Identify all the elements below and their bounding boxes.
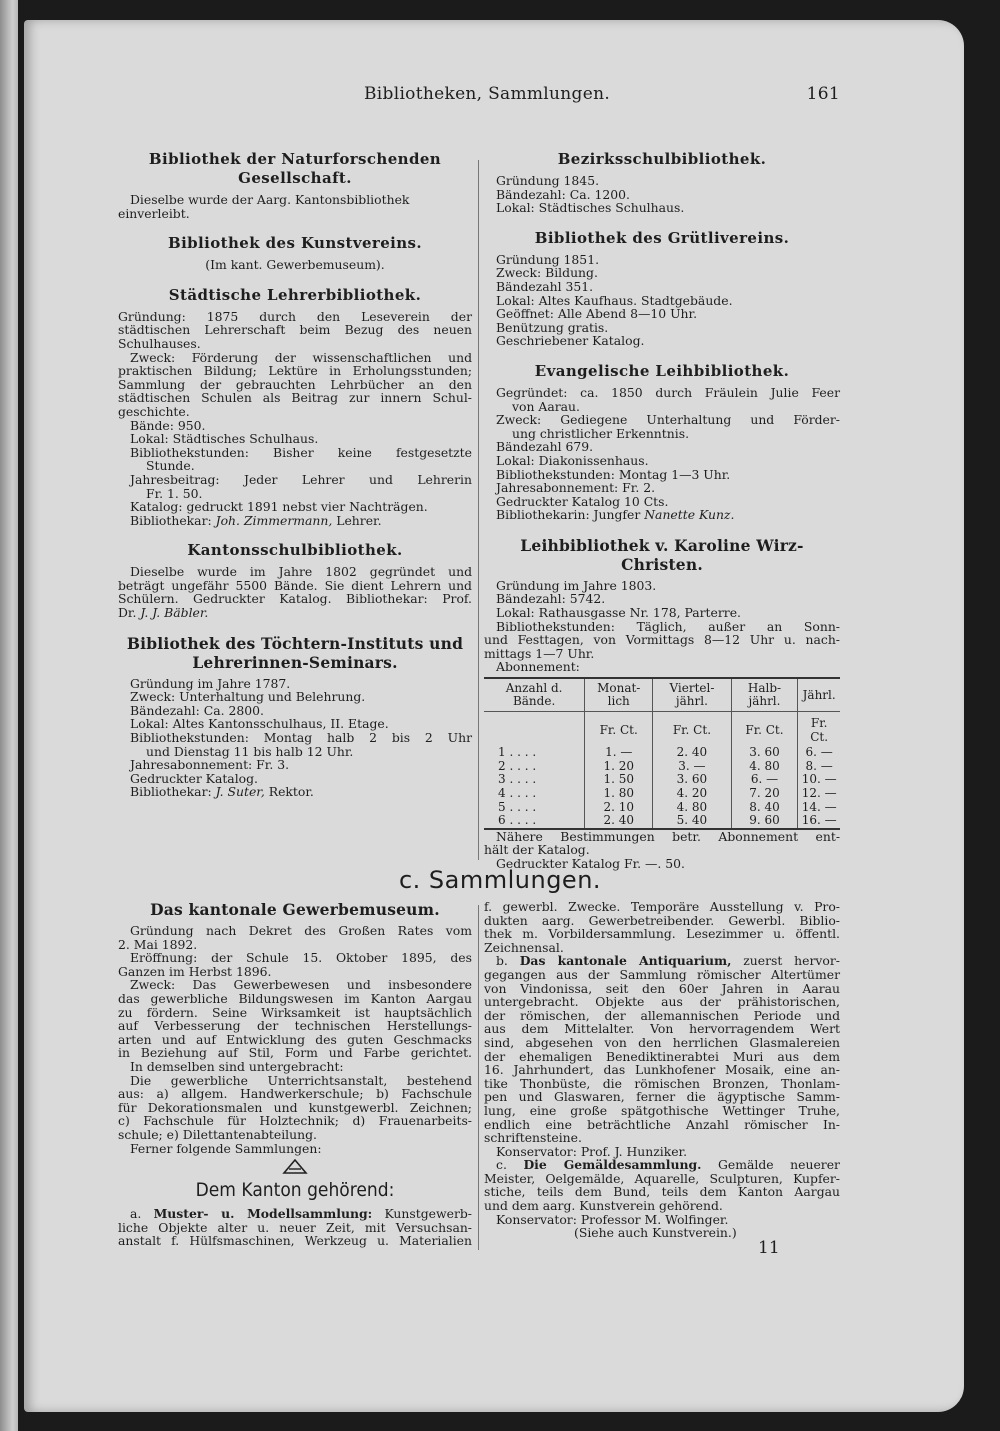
table-header: Monat-lich bbox=[585, 678, 653, 712]
table-cell: 5. 40 bbox=[653, 814, 731, 829]
table-header: Halb-jährl. bbox=[731, 678, 798, 712]
table-cell: 3. 60 bbox=[653, 773, 731, 787]
table-cell: 3 . . . . bbox=[498, 772, 537, 787]
table-cell: 2. 10 bbox=[585, 801, 653, 815]
item-c-line bbox=[484, 1158, 840, 1172]
text-line: lung, eine große spätgothische Wettinger Truhe, bbox=[484, 1102, 840, 1118]
table-cell: 1. 80 bbox=[585, 787, 653, 801]
librarian-line bbox=[484, 508, 840, 522]
running-header bbox=[340, 84, 840, 108]
librarian-label: Bibliothekar: bbox=[130, 784, 212, 800]
text-line: Schülern. Gedruckter Katalog. Bibliothekar: Prof. bbox=[118, 591, 472, 607]
text-line: aus dem Mittelalter. Von hervorragendem Wert bbox=[484, 1021, 840, 1037]
librarian-line bbox=[118, 785, 472, 799]
text-line: Bändezahl: 5742. bbox=[496, 591, 606, 607]
text-line: Bändezahl: Ca. 2800. bbox=[130, 702, 264, 718]
text-line: Zweck: Unterhaltung und Belehrung. bbox=[130, 689, 366, 705]
table-cell: 7. 20 bbox=[731, 787, 798, 801]
table-cell: 4. 80 bbox=[653, 801, 731, 815]
item-title: Muster- u. Modellsammlung: bbox=[153, 1206, 373, 1222]
table-cell: 8. — bbox=[798, 760, 840, 774]
text-line: Meister, Oelgemälde, Aquarelle, Sculpturen, Kupfer- bbox=[484, 1170, 840, 1186]
page-number: 161 bbox=[806, 84, 840, 104]
item-prefix: b. bbox=[496, 953, 508, 969]
heading-line: Gesellschaft. bbox=[238, 169, 352, 187]
table-cell: 2 . . . . bbox=[498, 758, 537, 773]
text-line: für Dekorationsmalen und kunstgewerbl. Zeichnen; bbox=[118, 1099, 472, 1115]
text-line: Gründung: 1875 durch den Leseverein der bbox=[118, 308, 472, 324]
table-cell: 6. — bbox=[731, 773, 798, 787]
table-row bbox=[484, 773, 840, 787]
text-line: praktischen Bildung; Lektüre in Erholungsstunden; bbox=[118, 363, 472, 379]
text-line: Bändezahl 351. bbox=[496, 278, 594, 294]
table-cell: 1. — bbox=[585, 746, 653, 760]
text-line: beträgt ungefähr 5500 Bände. Sie dient Lehrern und bbox=[118, 577, 472, 593]
text-line: Gedruckter Katalog. bbox=[130, 770, 258, 786]
text-line: Bändezahl: Ca. 1200. bbox=[496, 186, 630, 202]
text-line: endlich eine beträchtliche Anzahl römischer In- bbox=[484, 1116, 840, 1132]
text-line: Eröffnung: der Schule 15. Oktober 1895, des bbox=[130, 950, 472, 966]
sub-letter bbox=[118, 1159, 472, 1175]
text-line: Bibliothekstunden: Montag halb 2 bis 2 Uhr bbox=[130, 730, 472, 746]
text-line: Schulhauses. bbox=[118, 335, 201, 351]
librarian-name: Nanette Kunz. bbox=[644, 507, 735, 523]
text-line: Zweck: Gediegene Unterhaltung und Förder- bbox=[496, 412, 840, 428]
text-line: auf Verbesserung der technischen Herstellungs- bbox=[118, 1018, 472, 1034]
text-line: f. gewerbl. Zwecke. Temporäre Ausstellung v. Pro- bbox=[484, 899, 840, 914]
text-line: Jahresabonnement: Fr. 3. bbox=[130, 757, 290, 773]
table-header: Viertel-jährl. bbox=[653, 678, 731, 712]
table-header-row bbox=[484, 678, 840, 712]
column-divider-top bbox=[478, 160, 479, 860]
text-line: von Vindonissa, seit den 60er Jahren in Aarau bbox=[484, 980, 840, 996]
text-line: 2. Mai 1892. bbox=[118, 936, 198, 952]
text-line: Gegründet: ca. 1850 durch Fräulein Julie Feer bbox=[496, 384, 840, 400]
text-line: Zweck: Das Gewerbewesen und insbesondere bbox=[130, 977, 472, 993]
text-line: stiche, teils dem Bund, teils dem Kanton Aargau bbox=[484, 1184, 840, 1200]
text-line: tike Thonbüste, die römischen Bronzen, Thonlam- bbox=[484, 1075, 840, 1091]
item-b-line bbox=[484, 954, 840, 968]
librarian-name: Joh. Zimmermann, bbox=[215, 512, 333, 528]
text-line: aus: a) allgem. Handwerkerschule; b) Fachschule bbox=[118, 1086, 472, 1102]
sub-letter-text: A bbox=[295, 1172, 296, 1174]
item-text: Gemälde neuerer bbox=[718, 1157, 840, 1173]
text-line: Jahresabonnement: Fr. 2. bbox=[496, 480, 656, 496]
text-line: schriftensteine. bbox=[484, 1130, 582, 1146]
text-line: Gründung 1851. bbox=[496, 251, 600, 267]
table-cell: Fr. Ct. bbox=[585, 712, 653, 747]
text-line: Zweck: Bildung. bbox=[496, 265, 598, 281]
text-line: Bibliothekstunden: Bisher keine festgesetzte bbox=[130, 444, 472, 460]
text-line: Geschriebener Katalog. bbox=[496, 333, 645, 349]
table-cell: 6. — bbox=[798, 746, 840, 760]
text-line: Bändezahl 679. bbox=[496, 439, 594, 455]
heading-lehrerbibliothek: Städtische Lehrerbibliothek. bbox=[168, 285, 422, 304]
text-line: Bibliothekstunden: Montag 1—3 Uhr. bbox=[496, 466, 731, 482]
table-row bbox=[484, 801, 840, 815]
text-line: Konservator: Professor M. Wolfinger. bbox=[496, 1211, 729, 1227]
text-line: (Siehe auch Kunstverein.) bbox=[574, 1225, 737, 1241]
item-prefix: a. bbox=[130, 1206, 142, 1222]
text-line: städtischen Lehrerschaft beim Bezug des neuen bbox=[118, 322, 472, 338]
text-line: Bibliothekstunden: Täglich, außer an Sonn- bbox=[496, 618, 840, 634]
table-cell: 1. 50 bbox=[585, 773, 653, 787]
table-row bbox=[484, 787, 840, 801]
text-line: Katalog: gedruckt 1891 nebst vier Nachträgen. bbox=[130, 499, 428, 515]
heading-gruetliverein: Bibliothek des Grütlivereins. bbox=[534, 228, 790, 247]
header-title: Bibliotheken, Sammlungen. bbox=[364, 84, 611, 104]
text-line bbox=[118, 606, 472, 620]
text-line: Stunde. bbox=[146, 458, 195, 474]
text-line: Ganzen im Herbst 1896. bbox=[118, 963, 272, 979]
text-line: anstalt f. Hülfsmaschinen, Werkzeug u. Materialien bbox=[118, 1233, 472, 1249]
heading-kantonsschulbibliothek: Kantonsschulbibliothek. bbox=[187, 541, 403, 560]
column-divider-bottom bbox=[478, 905, 479, 1250]
table-cell: 3. 60 bbox=[731, 746, 798, 760]
text-line: der römischen, der allemannischen Periode und bbox=[484, 1007, 840, 1023]
librarian-name: J. J. Bäbler. bbox=[140, 605, 209, 621]
text-line: Zweck: Förderung der wissenschaftlichen und bbox=[130, 349, 472, 365]
heading-line: Bibliothek der Naturforschenden bbox=[148, 150, 442, 168]
table-cell: 12. — bbox=[798, 787, 840, 801]
table-cell: 10. — bbox=[798, 773, 840, 787]
text-line: Gründung 1845. bbox=[496, 173, 600, 188]
letter-a-ornament bbox=[282, 1159, 308, 1175]
text-line: Abonnement: bbox=[496, 659, 580, 675]
left-column-bottom bbox=[118, 900, 472, 1248]
text-line: Gründung nach Dekret des Großen Rates vom bbox=[130, 923, 472, 938]
text-line: Lokal: Städtisches Schulhaus. bbox=[130, 431, 319, 447]
heading-line: Lehrerinnen-Seminars. bbox=[192, 652, 398, 672]
abonnement-table bbox=[484, 677, 840, 830]
text-line: zu fördern. Seine Wirksamkeit ist hauptsächlich bbox=[118, 1004, 472, 1020]
text-line: einverleibt. bbox=[118, 205, 190, 221]
text-line: pen und Glaswaren, ferner die ägyptische Samm- bbox=[484, 1089, 840, 1105]
table-cell: 2. 40 bbox=[585, 814, 653, 829]
text-line: Gründung im Jahre 1803. bbox=[496, 577, 657, 593]
table-cell: 1 . . . . bbox=[498, 745, 537, 760]
right-column-top bbox=[484, 150, 840, 871]
heading-naturforschende bbox=[118, 150, 472, 188]
text-line: Bände: 950. bbox=[130, 417, 206, 433]
text-line: städtischen Schulen als Beitrag zur innern Schul- bbox=[118, 390, 472, 406]
table-cell: 5 . . . . bbox=[498, 799, 537, 814]
table-cell: 9. 60 bbox=[731, 814, 798, 829]
heading-kunstverein: Bibliothek des Kunstvereins. bbox=[167, 234, 423, 253]
heading-bezirksschulbibliothek: Bezirksschulbibliothek. bbox=[557, 150, 767, 168]
text-line: In demselben sind untergebracht: bbox=[130, 1058, 344, 1074]
text-line: liche Objekte alter u. neuer Zeit, mit Versuchsan- bbox=[118, 1219, 472, 1235]
text-line: der ehemaligen Benediktinerabtei Muri aus dem bbox=[484, 1048, 840, 1064]
table-cell: 4 . . . . bbox=[498, 786, 537, 800]
text-line: (Im kant. Gewerbemuseum). bbox=[205, 257, 385, 273]
table-header: Anzahl d. Bände. bbox=[484, 678, 585, 712]
item-text: zuerst hervor- bbox=[743, 953, 840, 969]
text-line: untergebracht. Objekte aus der prähistorischen, bbox=[484, 994, 840, 1010]
librarian-label: Bibliothekar: bbox=[130, 512, 212, 528]
text-line: Benützung gratis. bbox=[496, 319, 609, 335]
table-header: Jährl. bbox=[798, 678, 840, 712]
heading-gewerbemuseum: Das kantonale Gewerbemuseum. bbox=[150, 900, 440, 919]
librarian-line bbox=[118, 514, 472, 528]
text-line: Gründung im Jahre 1787. bbox=[130, 675, 291, 691]
librarian-role: Lehrer. bbox=[336, 512, 382, 528]
table-cell: Fr. Ct. bbox=[798, 712, 840, 747]
text-line: 16. Jahrhundert, das Lunkhofener Mosaik, eine an- bbox=[484, 1062, 840, 1078]
text-line: mittags 1—7 Uhr. bbox=[484, 645, 595, 661]
librarian-label: Bibliothekarin: Jungfer bbox=[496, 507, 641, 523]
table-cell bbox=[484, 712, 585, 747]
text-line: von Aarau. bbox=[512, 398, 580, 414]
title-prefix: Dr. bbox=[118, 605, 137, 621]
text-line: Dieselbe wurde im Jahre 1802 gegründet und bbox=[130, 564, 472, 580]
previous-page-edge bbox=[0, 0, 18, 1431]
text-line: und Festtagen, von Vormittags 8—12 Uhr u. nach- bbox=[484, 632, 840, 648]
text-line: Lokal: Altes Kantonsschulhaus, II. Etage. bbox=[130, 716, 389, 732]
table-cell: Fr. Ct. bbox=[731, 712, 798, 747]
text-line: Geöffnet: Alle Abend 8—10 Uhr. bbox=[496, 306, 698, 322]
table-cell: 6 . . . . bbox=[498, 813, 537, 828]
heading-wirz-christen: Leihbibliothek v. Karoline Wirz-Christen. bbox=[520, 535, 804, 574]
text-line: arten und auf Entwicklung des guten Geschmacks bbox=[118, 1031, 472, 1047]
text-line: Konservator: Prof. J. Hunziker. bbox=[496, 1143, 688, 1159]
item-prefix: c. bbox=[496, 1157, 507, 1173]
text-line: Gedruckter Katalog 10 Cts. bbox=[496, 493, 669, 509]
table-cell: 4. 80 bbox=[731, 760, 798, 774]
text-line: Lokal: Städtisches Schulhaus. bbox=[496, 200, 685, 216]
text-line: Dieselbe wurde der Aarg. Kantonsbibliothek bbox=[130, 192, 410, 207]
table-cell: 16. — bbox=[798, 814, 840, 829]
text-line: und dem aarg. Kunstverein gehörend. bbox=[484, 1198, 723, 1214]
text-line: Ferner folgende Sammlungen: bbox=[130, 1140, 322, 1156]
text-line: und Dienstag 11 bis halb 12 Uhr. bbox=[146, 743, 354, 759]
table-cell: Fr. Ct. bbox=[653, 712, 731, 747]
text-line: in Beziehung auf Stil, Form und Farbe gerichtet. bbox=[118, 1045, 472, 1061]
table-cell: 3. — bbox=[653, 760, 731, 774]
table-cell: 1. 20 bbox=[585, 760, 653, 774]
text-line: ung christlicher Erkenntnis. bbox=[512, 425, 690, 441]
text-line: Fr. 1. 50. bbox=[146, 485, 203, 501]
text-line: Zeichnensal. bbox=[484, 939, 564, 955]
right-column-bottom bbox=[484, 900, 840, 1240]
heading-toechterinstitut bbox=[118, 634, 472, 672]
table-row bbox=[484, 814, 840, 829]
table-cell: 4. 20 bbox=[653, 787, 731, 801]
text-line: Sammlung der gebrauchten Lehrbücher an den bbox=[118, 376, 472, 392]
table-row bbox=[484, 746, 840, 760]
text-line: gegangen aus der Sammlung römischer Altertümer bbox=[484, 966, 840, 982]
librarian-role: Rektor. bbox=[268, 784, 314, 800]
heading-line: Bibliothek des Töchtern-Instituts und bbox=[126, 633, 464, 653]
table-cell: 14. — bbox=[798, 801, 840, 815]
table-unit-row bbox=[484, 712, 840, 747]
librarian-name: J. Suter, bbox=[215, 784, 265, 800]
text-line: dukten aarg. Gewerbetreibender. Gewerbl. Biblio- bbox=[484, 912, 840, 928]
text-line: Nähere Bestimmungen betr. Abonnement ent- bbox=[496, 828, 840, 844]
table-cell: 8. 40 bbox=[731, 801, 798, 815]
signature-mark: 11 bbox=[758, 1238, 780, 1258]
item-title: Das kantonale Antiquarium, bbox=[519, 953, 732, 969]
text-line: Lokal: Altes Kaufhaus. Stadtgebäude. bbox=[496, 292, 733, 308]
text-line: das gewerbliche Bildungswesen im Kanton Aargau bbox=[118, 990, 472, 1006]
sub-heading: Dem Kanton gehörend: bbox=[195, 1179, 395, 1202]
text-line: Gedruckter Katalog Fr. —. 50. bbox=[496, 855, 685, 871]
item-text: Kunstgewerb- bbox=[384, 1206, 472, 1222]
text-line: Die gewerbliche Unterrichtsanstalt, bestehend bbox=[130, 1072, 472, 1088]
text-line: hält der Katalog. bbox=[484, 842, 590, 858]
text-line: thek m. Vorbildersammlung. Lesezimmer u. öffentl. bbox=[484, 926, 840, 942]
item-a-line bbox=[118, 1207, 472, 1221]
text-line: sind, abgesehen von den herrlichen Glasmalereien bbox=[484, 1034, 840, 1050]
text-line: Lokal: Diakonissenhaus. bbox=[496, 452, 649, 468]
text-line: Jahresbeitrag: Jeder Lehrer und Lehrerin bbox=[130, 471, 472, 487]
text-line: schule; e) Dilettantenabteilung. bbox=[118, 1126, 317, 1142]
text-line: geschichte. bbox=[118, 403, 190, 419]
left-column-top bbox=[118, 150, 472, 799]
table-row bbox=[484, 760, 840, 774]
item-title: Die Gemäldesammlung. bbox=[523, 1157, 702, 1173]
text-line: c) Fachschule für Holztechnik; d) Frauenarbeits- bbox=[118, 1113, 472, 1129]
section-heading: c. Sammlungen. bbox=[398, 866, 602, 894]
table-cell: 2. 40 bbox=[653, 746, 731, 760]
heading-evangelische-leihbibliothek: Evangelische Leihbibliothek. bbox=[534, 361, 790, 380]
text-line: Lokal: Rathausgasse Nr. 178, Parterre. bbox=[496, 605, 741, 621]
